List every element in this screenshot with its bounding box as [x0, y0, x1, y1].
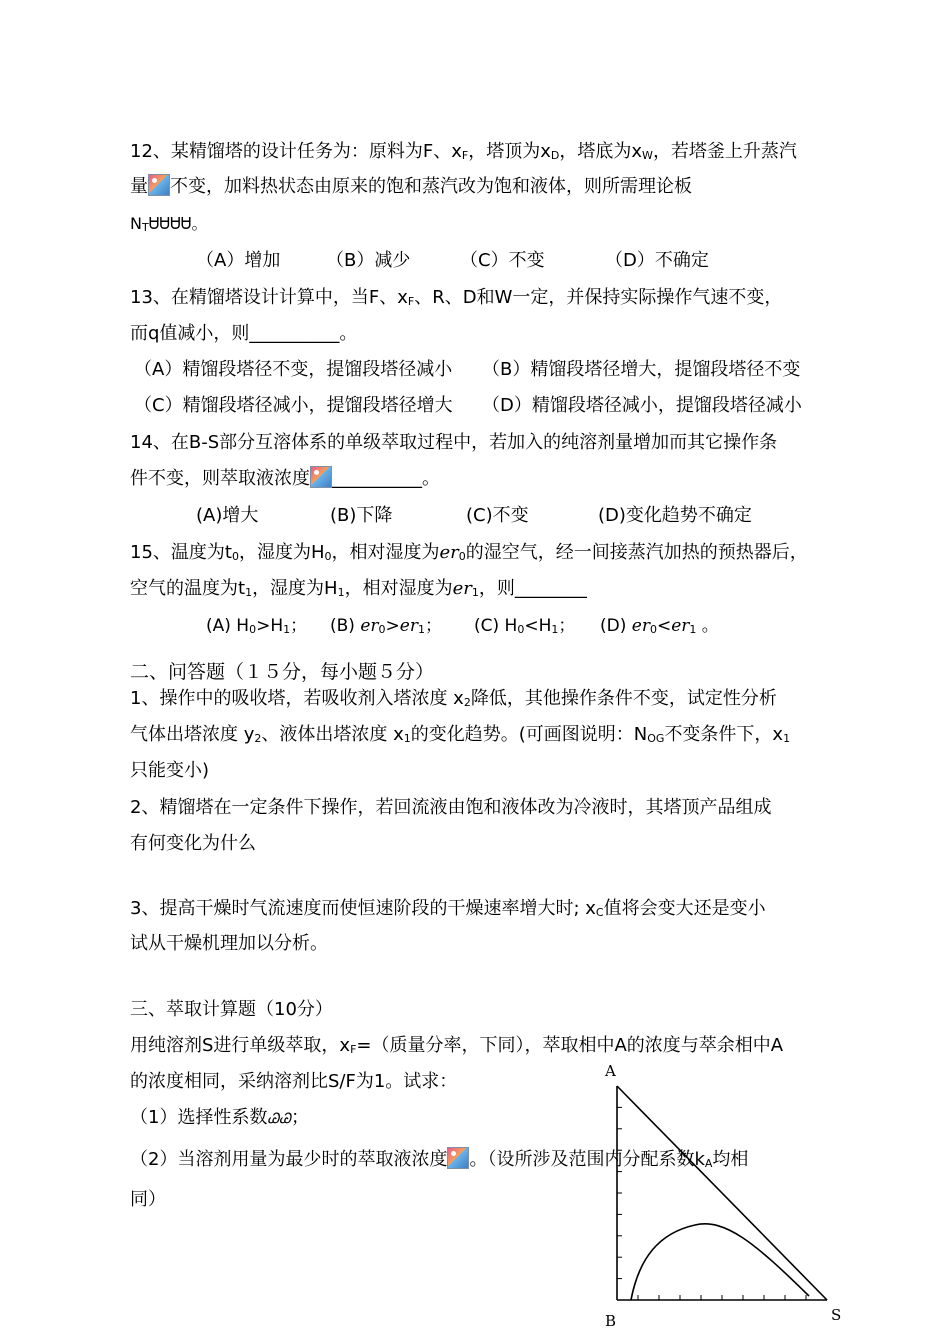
s2-q3-line1: 3、提高干燥时气流速度而使恒速阶段的干燥速率增大时; $x_C$值将会变大还是变小 [130, 898, 766, 919]
ternary-phase-diagram [595, 1058, 845, 1328]
q15-option-c: (C) $H_0<H_1$； [474, 616, 576, 636]
q12-option-b: （B）减少 [326, 250, 411, 271]
s3-item2-line2: 同） [130, 1189, 166, 1210]
section2-heading: 二、问答题（１５分，每小题５分） [130, 661, 435, 683]
tick-marks [617, 1107, 806, 1300]
q12-option-c: （C）不变 [460, 250, 545, 271]
s2-q1-line2: 气体出塔浓度 $y_2$、液体出塔浓度 $x_1$的变化趋势。(可画图说明：$N_{OG}$不变条件下，$x_1$ [130, 724, 791, 745]
q12-line3: $N_TᏌᏌᏌᏌ$。 [130, 214, 208, 234]
q14-option-d: (D)变化趋势不确定 [598, 505, 752, 526]
q15-line2: 空气的温度为$t_1$，湿度为$H_1$，相对湿度为$er_1$，则________ [130, 578, 587, 599]
vertex-b-label: B [605, 1312, 617, 1328]
q13-line1: 13、在精馏塔设计计算中，当F、$x_F$、R、D和W一定，并保持实际操作气速不变， [130, 287, 783, 308]
s3-line1: 用纯溶剂S进行单级萃取，$x_F=$（质量分率，下同），萃取相中A的浓度与萃余相中A [130, 1035, 784, 1056]
q14-line1: 14、在B-S部分互溶体系的单级萃取过程中，若加入的纯溶剂量增加而其它操作条 [130, 432, 778, 453]
vertex-a-label: A [605, 1062, 616, 1080]
q14-option-a: (A)增大 [196, 505, 259, 526]
s2-q1-line1: 1、操作中的吸收塔，若吸收剂入塔浓度 $x_2$降低，其他操作条件不变，试定性分析 [130, 688, 777, 709]
s2-q1-line3: 只能变小) [130, 760, 210, 781]
s3-line2: 的浓度相同，采纳溶剂比S/F为1。试求： [130, 1071, 458, 1092]
q15-line1: 15、温度为$t_0$，湿度为$H_0$，相对湿度为$er_0$的湿空气，经一间接蒸汽加热的预热器后， [130, 542, 808, 563]
q12-option-d: （D）不确定 [605, 250, 709, 271]
q12-line2: 量 不变，加料热状态由原来的饱和蒸汽改为饱和液体，则所需理论板 [130, 176, 692, 197]
q13-option-d: （D）精馏段塔径减小，提馏段塔径减小 [482, 395, 802, 416]
s3-item1: （1）选择性系数ᏊᏊ； [130, 1107, 310, 1128]
section3-heading: 三、萃取计算题（10分） [130, 999, 333, 1020]
solubility-curve [631, 1224, 809, 1300]
q15-option-a: (A) $H_0>H_1$； [206, 616, 308, 636]
s2-q3-line2: 试从干燥机理加以分析。 [130, 933, 328, 954]
q12-line1: 12、某精馏塔的设计任务为：原料为F、$x_F$，塔顶为$x_D$，塔底为$x_W$，若塔釜上升蒸汽 [130, 141, 797, 162]
q13-option-a: （A）精馏段塔径不变，提馏段塔径减小 [134, 359, 453, 380]
q15-option-d: (D) $er_0<er_1$ 。 [600, 616, 719, 636]
q15-option-b: (B) $er_0>er_1$； [330, 616, 442, 636]
q12-option-a: （A）增加 [196, 250, 281, 271]
q13-option-b: （B）精馏段塔径增大，提馏段塔径不变 [482, 359, 801, 380]
q14-option-c: (C)不变 [466, 505, 529, 526]
hypotenuse-as [617, 1086, 827, 1300]
broken-image-icon [148, 174, 170, 196]
s2-q2-line1: 2、精馏塔在一定条件下操作，若回流液由饱和液体改为冷液时，其塔顶产品组成 [130, 797, 772, 818]
q14-option-b: (B)下降 [330, 505, 393, 526]
broken-image-icon [310, 466, 332, 488]
q13-line2: 而q值减小，则__________。 [130, 323, 358, 344]
s2-q2-line2: 有何变化为什么 [130, 833, 256, 854]
q13-option-c: （C）精馏段塔径减小，提馏段塔径增大 [134, 395, 453, 416]
q14-line2: 件不变，则萃取液浓度 __________。 [130, 468, 440, 489]
s3-item2: （2）当溶剂用量为最少时的萃取液浓度 。（设所涉及范围内分配系数$k_A$均相 [130, 1149, 749, 1170]
vertex-s-label: S [831, 1306, 842, 1324]
broken-image-icon [447, 1147, 469, 1169]
